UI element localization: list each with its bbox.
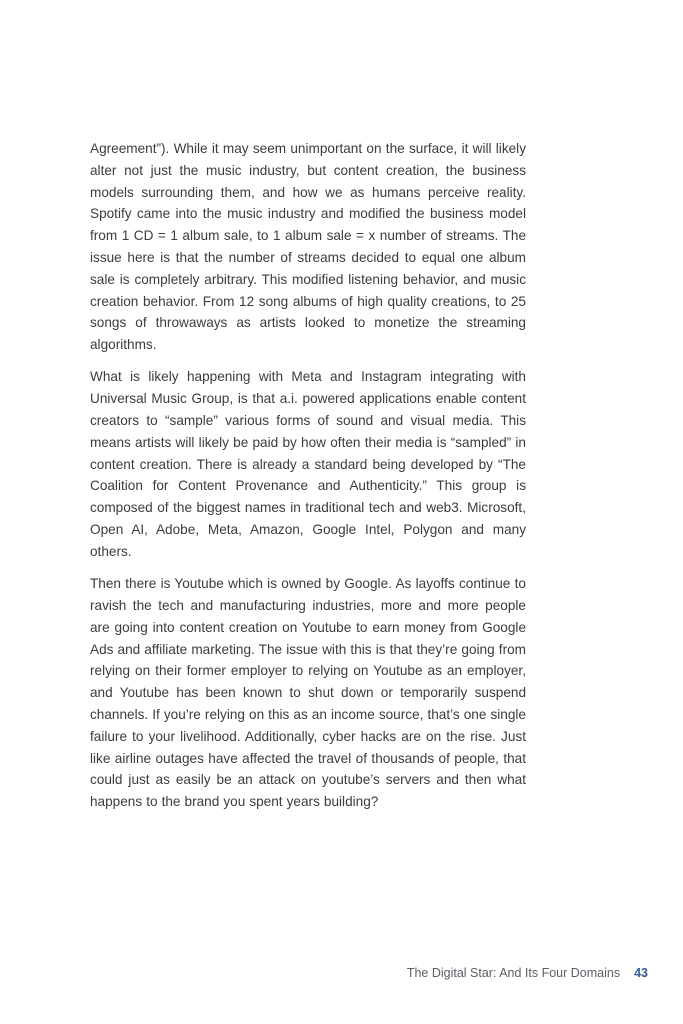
paragraph-3: Then there is Youtube which is owned by Google. As layoffs continue to ravish the tech and manufacturing industries, more and more people are going into content creation on Youtube to earn money from Google Ads and affiliate marketing. The issue with this is that they’re going from relying on their former employer to relying on Youtube as an employer, and Youtube has been known to shut down or temporarily suspend channels. If you’re relying on this as an income source, that’s one single failure to your livelihood. Additionally, cyber hacks are on the rise. Just like airline outages have affected the travel of thousands of people, that could just as easily be an attack on youtube’s servers and then what happens to the brand you spent years building? [90, 576, 526, 810]
running-footer-book-title: The Digital Star: And Its Four Domains [406, 966, 621, 980]
page-footer [407, 966, 648, 980]
paragraph-2: What is likely happening with Meta and Instagram integrating with Universal Music Group, is that a.i. powered applications enable content creators to “sample” various forms of sound and visual media. This means artists will likely be paid by how often their media is “sampled” in content creation. There is already a standard being developed by “The Coalition for Content Provenance and Authenticity.” This group is composed of the biggest names in traditional tech and web3. Microsoft, Open AI, Adobe, Meta, Amazon, Google Intel, Polygon and many others. [90, 369, 526, 559]
paragraph-1: Agreement”). While it may seem unimportant on the surface, it will likely alter not just the music industry, but content creation, the business models surrounding them, and how we as humans perceive reality. Spotify came into the music industry and modified the business model from 1 CD = 1 album sale, to 1 album sale = x number of streams. The issue here is that the number of streams decided to equal one album sale is completely arbitrary. This modified listening behavior, and music creation behavior. From 12 song albums of high quality creations, to 25 songs of throwaways as artists looked to monetize the streaming algorithms. [90, 141, 526, 353]
page-body-text [90, 138, 526, 823]
page-number: 43 [634, 966, 648, 980]
